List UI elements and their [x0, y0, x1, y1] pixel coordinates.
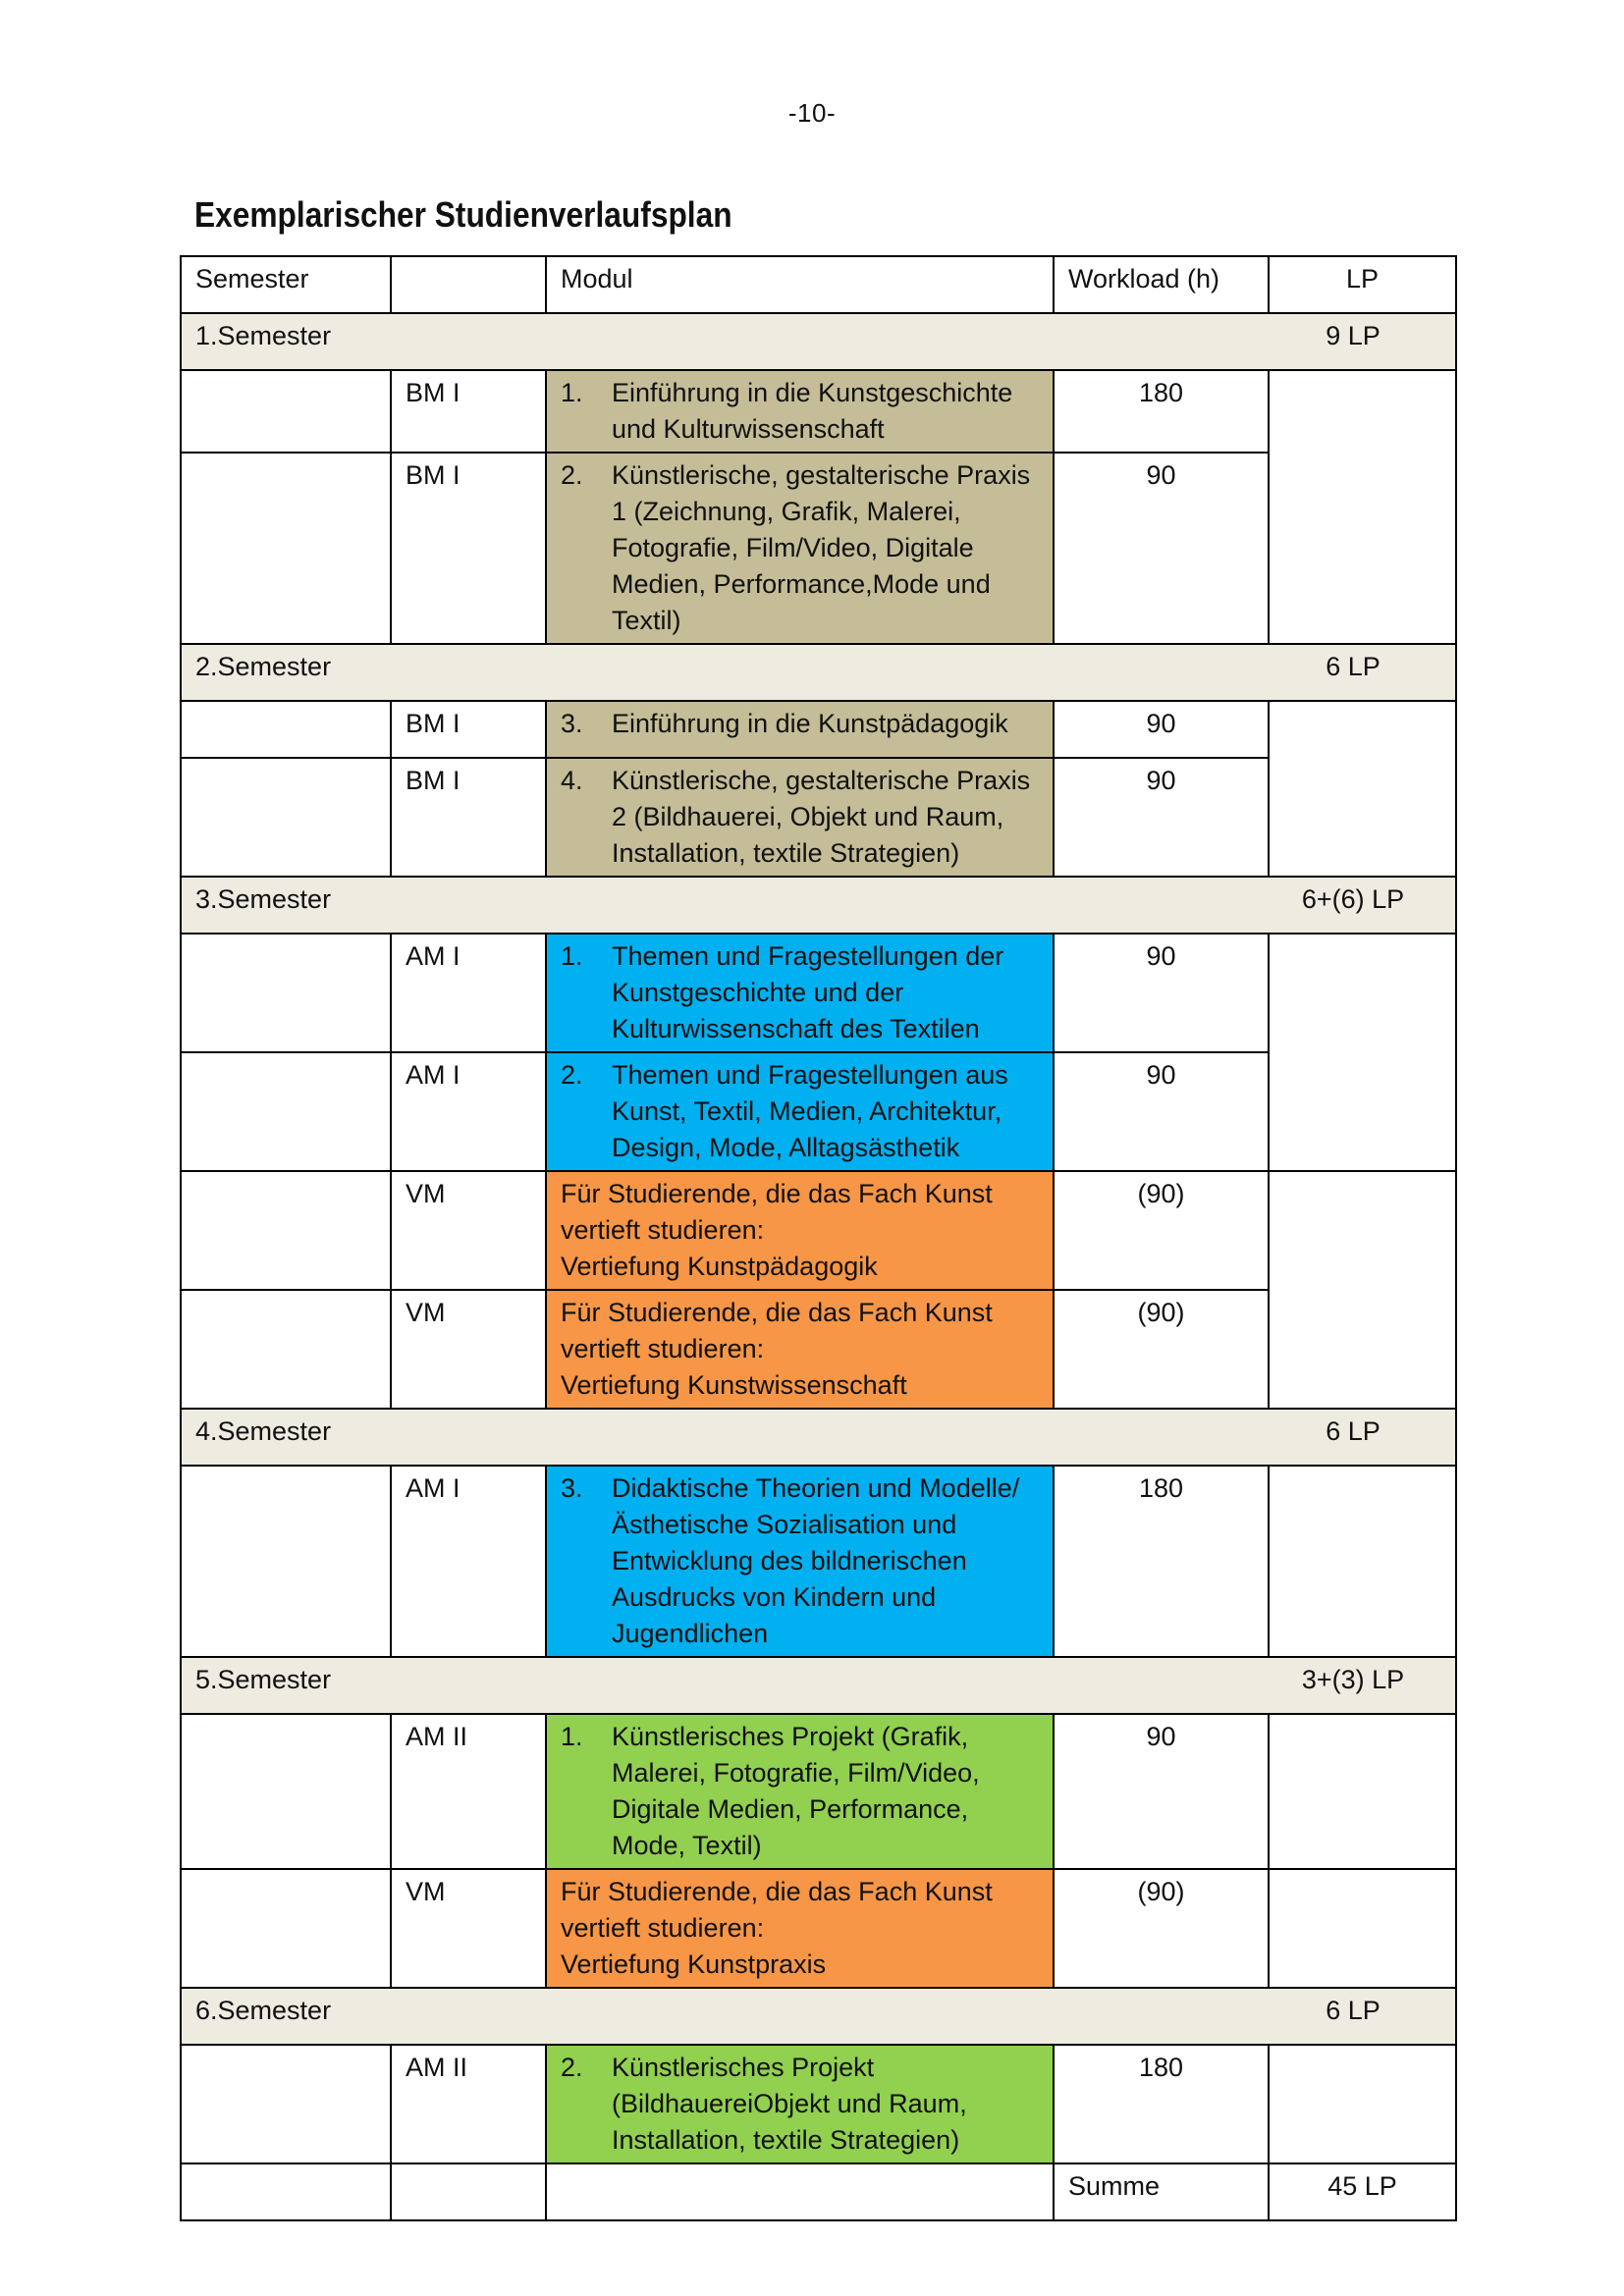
module-title: Künstlerisches Projekt (BildhauereiObjekt und Raum, Installation, textile Strategien): [612, 2053, 967, 2155]
module-cell: [546, 2045, 1054, 2163]
semester-row: [181, 313, 1456, 370]
module-title: Künstlerische, gestalterische Praxis 1 (Zeichnung, Grafik, Malerei, Fotografie, Film/Video, Digitale Medien, Performance,Mode und Textil): [612, 460, 1031, 635]
module-row: [181, 1290, 1456, 1409]
semester-lp: 6 LP: [1326, 1416, 1380, 1446]
module-type: BM I: [391, 758, 546, 877]
module-type: BM I: [391, 370, 546, 453]
module-title: Themen und Fragestellungen der Kunstgeschichte und der Kulturwissenschaft des Textilen: [612, 941, 1004, 1043]
module-workload: 90: [1054, 758, 1269, 877]
study-plan-table: [180, 255, 1457, 2221]
module-cell: [546, 1052, 1054, 1171]
module-title: Für Studierende, die das Fach Kunst vertieft studieren:: [561, 1298, 993, 1363]
module-number: 2.: [561, 2053, 583, 2082]
module-workload: 180: [1054, 2045, 1269, 2163]
module-row: [181, 701, 1456, 758]
module-cell: [546, 1290, 1054, 1409]
module-number: 1.: [561, 1722, 583, 1751]
module-type: AM I: [391, 934, 546, 1052]
module-workload: 90: [1054, 1052, 1269, 1171]
semester-lp: 6+(6) LP: [1301, 884, 1405, 914]
header-semester: Semester: [181, 256, 391, 313]
module-row: [181, 934, 1456, 1052]
semester-label: 3.Semester: [195, 884, 332, 914]
semester-lp: 3+(3) LP: [1301, 1665, 1405, 1694]
module-workload: (90): [1054, 1869, 1269, 1988]
module-type: AM II: [391, 2045, 546, 2163]
module-row: [181, 453, 1456, 644]
module-workload: (90): [1054, 1171, 1269, 1290]
semester-lp: 9 LP: [1326, 321, 1380, 350]
module-specialization: Vertiefung Kunstwissenschaft: [561, 1370, 907, 1400]
module-number: 2.: [561, 1060, 583, 1090]
sum-label: Summe: [1054, 2163, 1269, 2220]
module-number: 2.: [561, 460, 583, 490]
module-workload: 90: [1054, 934, 1269, 1052]
page-number: -10-: [787, 98, 837, 128]
module-title: Künstlerische, gestalterische Praxis 2 (Bildhauerei, Objekt und Raum, Installation, textile Strategien): [612, 766, 1031, 868]
module-number: 4.: [561, 766, 583, 795]
semester-row: [181, 644, 1456, 701]
semester-row: [181, 1657, 1456, 1714]
semester-lp: 6 LP: [1326, 1996, 1380, 2025]
module-number: 1.: [561, 941, 583, 971]
sum-row: [181, 2163, 1456, 2220]
module-row: [181, 1052, 1456, 1171]
module-type: BM I: [391, 701, 546, 758]
module-row: [181, 1171, 1456, 1290]
module-workload: (90): [1054, 1290, 1269, 1409]
module-row: [181, 1466, 1456, 1657]
module-workload: 90: [1054, 453, 1269, 644]
header-workload: Workload (h): [1054, 256, 1269, 313]
semester-label: 5.Semester: [195, 1665, 332, 1694]
module-row: [181, 370, 1456, 453]
module-cell: [546, 1869, 1054, 1988]
module-number: 3.: [561, 1473, 583, 1503]
module-cell: [546, 1466, 1054, 1657]
module-type: BM I: [391, 453, 546, 644]
module-cell: [546, 758, 1054, 877]
module-title: Einführung in die Kunstpädagogik: [612, 709, 1008, 738]
semester-row: [181, 877, 1456, 934]
semester-row: [181, 1409, 1456, 1466]
module-specialization: Vertiefung Kunstpädagogik: [561, 1252, 878, 1281]
module-cell: [546, 701, 1054, 758]
module-row: [181, 1714, 1456, 1869]
module-type: VM: [391, 1171, 546, 1290]
module-title: Themen und Fragestellungen aus Kunst, Textil, Medien, Architektur, Design, Mode, Alltagsästhetik: [612, 1060, 1008, 1162]
module-row: [181, 1869, 1456, 1988]
module-title: Didaktische Theorien und Modelle/Ästhetische Sozialisation und Entwicklung des bildnerischen Ausdrucks von Kindern und Jugendlichen: [612, 1473, 1020, 1648]
module-cell: [546, 934, 1054, 1052]
module-cell: [546, 1714, 1054, 1869]
module-type: AM I: [391, 1466, 546, 1657]
module-cell: [546, 370, 1054, 453]
module-type: AM I: [391, 1052, 546, 1171]
table-header-row: [181, 256, 1456, 313]
module-title: Künstlerisches Projekt (Grafik, Malerei, Fotografie, Film/Video, Digitale Medien, Performance, Mode, Textil): [612, 1722, 980, 1860]
module-workload: 90: [1054, 701, 1269, 758]
module-type: AM II: [391, 1714, 546, 1869]
semester-label: 2.Semester: [195, 652, 332, 681]
page-title: Exemplarischer Studienverlaufsplan: [194, 194, 732, 235]
module-type: VM: [391, 1290, 546, 1409]
module-title: Für Studierende, die das Fach Kunst vertieft studieren:: [561, 1179, 993, 1245]
header-lp: LP: [1269, 256, 1456, 313]
module-workload: 90: [1054, 1714, 1269, 1869]
header-type: [391, 256, 546, 313]
semester-row: [181, 1988, 1456, 2045]
module-number: 3.: [561, 709, 583, 738]
semester-label: 1.Semester: [195, 321, 332, 350]
header-modul: Modul: [546, 256, 1054, 313]
module-cell: [546, 1171, 1054, 1290]
module-specialization: Vertiefung Kunstpraxis: [561, 1949, 827, 1979]
module-number: 1.: [561, 378, 583, 407]
module-title: Einführung in die Kunstgeschichte und Kulturwissenschaft: [612, 378, 1013, 444]
semester-label: 4.Semester: [195, 1416, 332, 1446]
module-row: [181, 758, 1456, 877]
module-workload: 180: [1054, 1466, 1269, 1657]
semester-label: 6.Semester: [195, 1996, 332, 2025]
module-title: Für Studierende, die das Fach Kunst vertieft studieren:: [561, 1877, 993, 1943]
sum-total: 45 LP: [1269, 2163, 1456, 2220]
module-workload: 180: [1054, 370, 1269, 453]
module-row: [181, 2045, 1456, 2163]
semester-lp: 6 LP: [1326, 652, 1380, 681]
module-cell: [546, 453, 1054, 644]
module-type: VM: [391, 1869, 546, 1988]
